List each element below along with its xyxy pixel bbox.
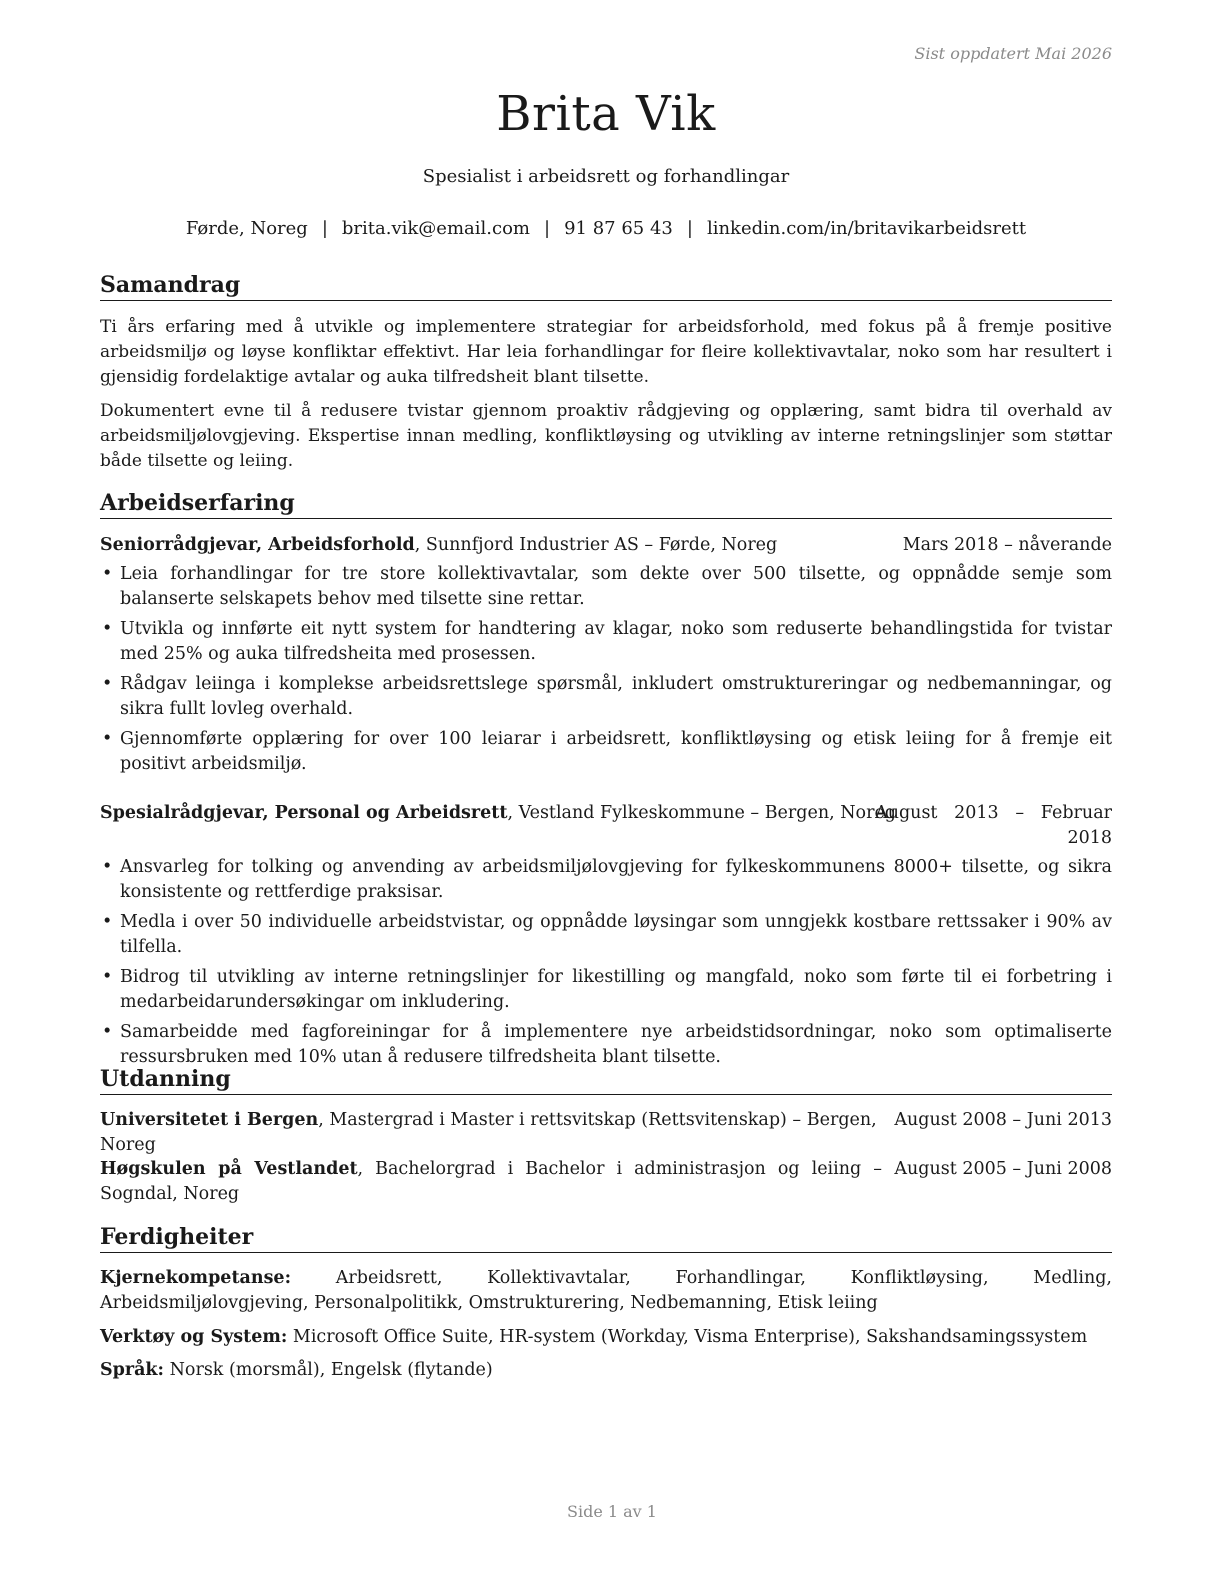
skill-value: Arbeidsrett, Kollektivavtalar, Forhandlingar, Konfliktløysing, Medling, Arbeidsmiljølovgjeving, Personalpolitikk, Omstrukturering, Nedbemanning, Etisk leiing (100, 1268, 1112, 1313)
contact-phone: 91 87 65 43 (564, 218, 673, 239)
bullet-item: • Bidrog til utvikling av interne retningslinjer for likestilling og mangfald, noko som førte til ei forbetring i medarbeidarundersøkingar om inkludering. (100, 965, 1112, 1015)
education-entry (100, 1157, 1112, 1207)
skill-value: Microsoft Office Suite, HR-system (Workday, Visma Enterprise), Sakshandsamingssystem (292, 1327, 1088, 1347)
job-dates (875, 801, 1112, 851)
education-detail: , Bachelorgrad i Bachelor i administrasjon og leiing – Sogndal, Noreg (100, 1159, 882, 1204)
tagline: Spesialist i arbeidsrett og forhandlingar (422, 166, 790, 187)
job-bullets (100, 855, 1112, 1075)
job-title: Spesialrådgjevar, Personal og Arbeidsrett (100, 803, 508, 823)
contact-location: Førde, Noreg (185, 218, 308, 239)
job-dates: Mars 2018 – nåverande (902, 535, 1112, 555)
last-updated: Sist oppdatert Mai 2026 (914, 44, 1112, 63)
section-heading-education: Utdanning (100, 1065, 1112, 1095)
job-title: Seniorrådgjevar, Arbeidsforhold (100, 535, 415, 555)
bullet-item: • Leia forhandlingar for tre store kollektivavtalar, som dekte over 500 tilsette, og oppnådde semje som balanserte selskapets behov med tilsette sine rettar. (100, 562, 1112, 612)
education-school: Høgskulen på Vestlandet (100, 1159, 358, 1179)
summary-paragraph: Dokumentert evne til å redusere tvistar gjennom proaktiv rådgjeving og opplæring, samt bidra til overhald av arbeidsmiljølovgjeving. Ekspertise innan medling, konfliktløysing og utvikling av interne retningslinjer som støttar både tilsette og leiing. (100, 401, 1112, 471)
job-organization: , Sunnfjord Industrier AS – Førde, Noreg (414, 535, 778, 555)
contact-linkedin[interactable]: linkedin.com/in/britavikarbeidsrett (706, 218, 1027, 239)
education-detail: , Mastergrad i Master i rettsvitskap (Rettsvitenskap) – Bergen, Noreg (100, 1110, 877, 1155)
skill-row-core (100, 1266, 1112, 1316)
contact-separator: | (321, 218, 328, 239)
candidate-name: Brita Vik (496, 86, 716, 142)
skill-value: Norsk (morsmål), Engelsk (flytande) (169, 1360, 493, 1380)
contact-email[interactable]: brita.vik@email.com (341, 218, 530, 239)
job-header (100, 533, 1112, 558)
job-bullets (100, 562, 1112, 782)
bullet-item: • Rådgav leiinga i komplekse arbeidsrettslege spørsmål, inkludert omstruktureringar og nedbemanningar, og sikra fullt lovleg overhald. (100, 672, 1112, 722)
education-dates: August 2008 – Juni 2013 (894, 1110, 1112, 1130)
bullet-item: • Medla i over 50 individuelle arbeidstvistar, og oppnådde løysingar som unngjekk kostbare rettssaker i 90% av tilfella. (100, 910, 1112, 960)
contact-line (100, 218, 1112, 239)
bullet-item: • Samarbeidde med fagforeiningar for å implementere nye arbeidstidsordningar, noko som optimaliserte ressursbruken med 10% utan å redusere tilfredsheita blant tilsette. (100, 1020, 1112, 1070)
page-number: Side 1 av 1 (567, 1502, 657, 1521)
education-school: Universitetet i Bergen (100, 1110, 319, 1130)
education-dates: August 2005 – Juni 2008 (894, 1159, 1112, 1179)
education-entry (100, 1108, 1112, 1158)
contact-separator: | (686, 218, 693, 239)
job-header (100, 801, 1112, 848)
bullet-item: • Ansvarleg for tolking og anvending av arbeidsmiljølovgjeving for fylkeskommunens 8000+ tilsette, og sikra konsistente og rettferdige praksisar. (100, 855, 1112, 905)
section-heading-summary: Samandrag (100, 271, 1112, 301)
job-dates-line: August 2013 – Februar (875, 803, 1112, 823)
contact-separator: | (543, 218, 551, 239)
job-dates-line: 2018 (1067, 828, 1112, 848)
skill-row-languages (100, 1358, 1112, 1383)
job-organization: , Vestland Fylkeskommune – Bergen, Noreg (507, 803, 897, 823)
section-heading-skills: Ferdigheiter (100, 1223, 1112, 1253)
bullet-item: • Utvikla og innførte eit nytt system for handtering av klagar, noko som reduserte behandlingstida for tvistar med 25% og auka tilfredsheita med prosessen. (100, 617, 1112, 667)
bullet-item: • Gjennomførte opplæring for over 100 leiarar i arbeidsrett, konfliktløysing og etisk leiing for å fremje eit positivt arbeidsmiljø. (100, 727, 1112, 777)
section-heading-experience: Arbeidserfaring (100, 489, 1112, 519)
skill-label: Verktøy og System: (100, 1327, 288, 1347)
summary-paragraph: Ti års erfaring med å utvikle og implementere strategiar for arbeidsforhold, med fokus på å fremje positive arbeidsmiljø og løyse konfliktar effektivt. Har leia forhandlingar for fleire kollektivavtalar, noko som har resultert i gjensidig fordelaktige avtalar og auka tilfredsheit blant tilsette. (100, 317, 1112, 387)
skill-label: Kjernekompetanse: (100, 1268, 292, 1288)
skill-row-tools (100, 1325, 1112, 1350)
skill-label: Språk: (100, 1360, 165, 1380)
